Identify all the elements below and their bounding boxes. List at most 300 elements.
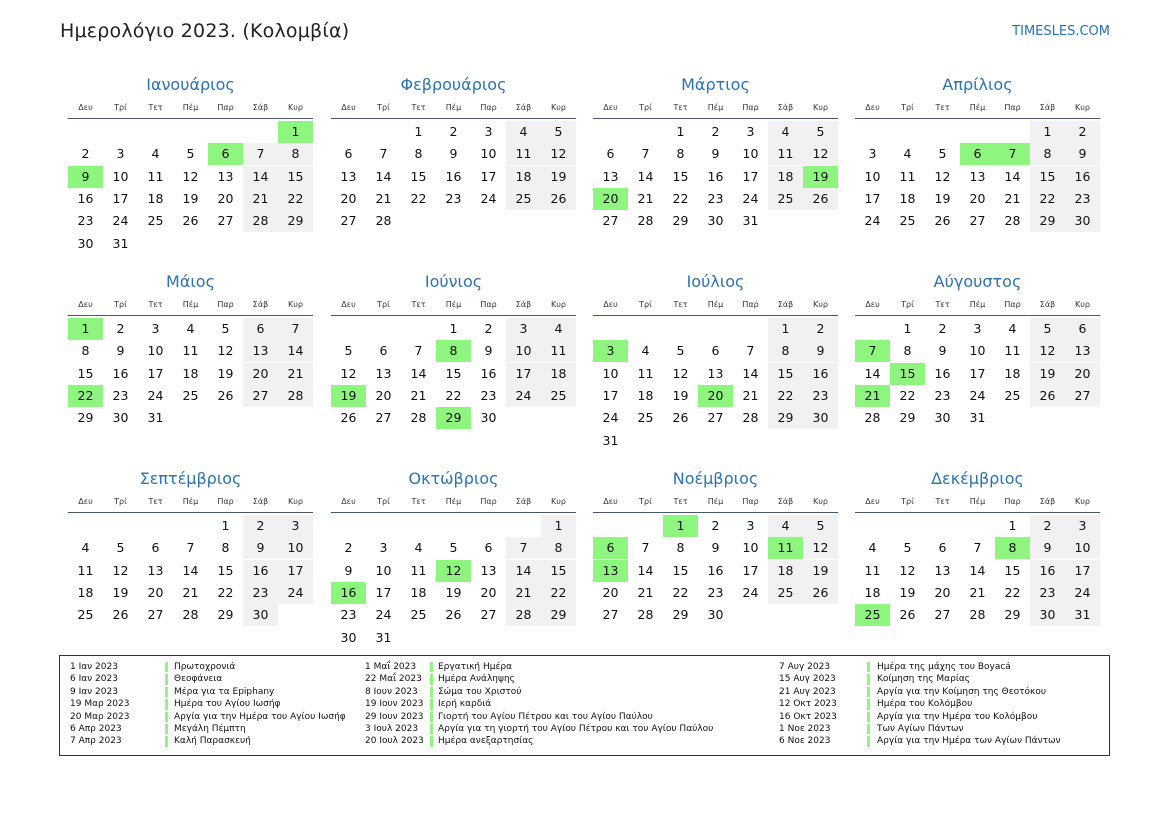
- day-cell: 5: [803, 121, 838, 143]
- weekday-label: Τρί: [377, 103, 390, 112]
- holiday-marker: [867, 674, 870, 684]
- day-cell: 2: [1030, 515, 1065, 537]
- weekday-label: Κυρ: [1075, 497, 1090, 506]
- day-cell: 31: [742, 213, 759, 229]
- holiday-date: 19 Μαρ 2023: [70, 699, 130, 710]
- day-cell: 18: [77, 584, 94, 600]
- holiday-name: Μεγάλη Πέμπτη: [174, 723, 246, 734]
- day-cell: 23: [243, 582, 278, 604]
- day-cell: 18: [637, 387, 654, 403]
- day-cell: 28: [637, 213, 654, 229]
- day-cell: 10: [969, 343, 986, 359]
- holiday-marker: [430, 699, 433, 709]
- day-cell: 25: [410, 607, 427, 623]
- day-cell: 16: [707, 168, 724, 184]
- day-cell: 4: [868, 540, 877, 556]
- holiday-day-cell: 6: [960, 143, 995, 165]
- holiday-day-cell: 12: [436, 560, 471, 582]
- day-cell: 24: [112, 213, 129, 229]
- weekday-label: Σάβ: [515, 103, 532, 112]
- weekday-label: Σάβ: [515, 497, 532, 506]
- day-cell: 9: [711, 540, 720, 556]
- holiday-marker: [867, 662, 870, 672]
- weekday-label: Τρί: [639, 300, 652, 309]
- day-cell: 23: [934, 387, 951, 403]
- day-cell: 1: [1030, 121, 1065, 143]
- day-cell: 4: [768, 121, 803, 143]
- holiday-date: 7 Απρ 2023: [70, 736, 122, 747]
- day-cell: 15: [445, 365, 462, 381]
- day-cell: 11: [637, 365, 654, 381]
- holiday-marker: [165, 712, 168, 722]
- day-cell: 16: [445, 168, 462, 184]
- day-cell: 13: [969, 168, 986, 184]
- day-cell: 3: [379, 540, 388, 556]
- day-cell: 21: [969, 584, 986, 600]
- day-cell: 23: [707, 190, 724, 206]
- day-cell: 11: [410, 562, 427, 578]
- day-cell: 15: [672, 562, 689, 578]
- month-divider: [855, 315, 1100, 316]
- day-cell: 13: [1065, 340, 1100, 362]
- day-cell: 16: [707, 562, 724, 578]
- day-cell: 9: [344, 562, 353, 578]
- day-cell: 20: [375, 387, 392, 403]
- weekday-label: Παρ: [217, 103, 234, 112]
- month-divider: [593, 512, 838, 513]
- day-cell: 10: [506, 340, 541, 362]
- day-cell: 3: [973, 321, 982, 336]
- day-cell: 5: [221, 321, 230, 336]
- day-cell: 14: [637, 562, 654, 578]
- day-cell: 7: [973, 540, 982, 556]
- weekday-label: Δευ: [603, 300, 618, 309]
- day-cell: 17: [375, 584, 392, 600]
- day-cell: 19: [672, 387, 689, 403]
- day-cell: 15: [672, 168, 689, 184]
- weekday-label: Δευ: [865, 103, 880, 112]
- day-cell: 1: [903, 321, 912, 336]
- weekday-label: Παρ: [1004, 300, 1021, 309]
- holiday-marker: [430, 674, 433, 684]
- holiday-day-cell: 8: [436, 340, 471, 362]
- day-cell: 18: [182, 365, 199, 381]
- holiday-marker: [430, 724, 433, 734]
- holiday-marker: [867, 712, 870, 722]
- day-cell: 22: [445, 387, 462, 403]
- day-cell: 28: [410, 410, 427, 426]
- day-cell: 7: [414, 343, 423, 359]
- holiday-day-cell: 13: [593, 560, 628, 582]
- day-cell: 2: [344, 540, 353, 556]
- weekday-label: Παρ: [217, 497, 234, 506]
- holiday-day-cell: 19: [803, 166, 838, 188]
- weekday-label: Τετ: [148, 497, 163, 506]
- day-cell: 22: [768, 385, 803, 407]
- day-cell: 21: [182, 584, 199, 600]
- day-cell: 27: [243, 385, 278, 407]
- weekday-label: Κυρ: [551, 103, 566, 112]
- day-cell: 13: [243, 340, 278, 362]
- holiday-date: 21 Αυγ 2023: [779, 686, 836, 697]
- day-cell: 14: [637, 168, 654, 184]
- month-name: Δεκέμβριος: [931, 469, 1024, 488]
- holiday-name: Γιορτή του Αγίου Πέτρου και του Αγίου Παύλου: [438, 711, 653, 722]
- holiday-name: Ημέρα ανεξαρτησίας: [438, 736, 534, 747]
- day-cell: 27: [707, 410, 724, 426]
- day-cell: 25: [768, 188, 803, 210]
- day-cell: 2: [711, 124, 720, 139]
- holiday-day-cell: 20: [593, 188, 628, 210]
- month-divider: [331, 512, 576, 513]
- holiday-marker: [165, 687, 168, 697]
- day-cell: 26: [112, 607, 129, 623]
- day-cell: 9: [938, 343, 947, 359]
- day-cell: 17: [602, 387, 619, 403]
- day-cell: 10: [742, 540, 759, 556]
- holiday-name: Αργία για την Ημέρα του Αγίου Ιωσήφ: [174, 711, 346, 722]
- day-cell: 4: [186, 321, 195, 336]
- day-cell: 13: [147, 562, 164, 578]
- day-cell: 21: [243, 188, 278, 210]
- holiday-name: Εργατική Ημέρα: [438, 662, 512, 672]
- day-cell: 10: [147, 343, 164, 359]
- day-cell: 1: [221, 518, 230, 533]
- day-cell: 13: [375, 365, 392, 381]
- day-cell: 13: [602, 168, 619, 184]
- day-cell: 2: [81, 146, 90, 162]
- holiday-date: 16 Οκτ 2023: [779, 711, 837, 722]
- day-cell: 3: [746, 124, 755, 139]
- day-cell: 28: [375, 213, 392, 229]
- day-cell: 27: [375, 410, 392, 426]
- day-cell: 21: [1004, 190, 1021, 206]
- weekday-label: Κυρ: [813, 497, 828, 506]
- day-cell: 4: [903, 146, 912, 162]
- day-cell: 15: [1004, 562, 1021, 578]
- day-cell: 11: [182, 343, 199, 359]
- day-cell: 2: [484, 321, 493, 336]
- weekday-label: Σάβ: [777, 497, 794, 506]
- weekday-label: Τετ: [673, 300, 688, 309]
- day-cell: 14: [243, 166, 278, 188]
- day-cell: 17: [506, 363, 541, 385]
- day-cell: 9: [484, 343, 493, 359]
- weekday-label: Πέμ: [182, 497, 199, 506]
- holiday-day-cell: 1: [278, 121, 313, 143]
- weekday-label: Τρί: [377, 300, 390, 309]
- day-cell: 29: [899, 410, 916, 426]
- day-cell: 5: [803, 515, 838, 537]
- day-cell: 28: [637, 607, 654, 623]
- day-cell: 21: [637, 584, 654, 600]
- day-cell: 3: [506, 318, 541, 340]
- holiday-name: Ιερή καρδιά: [438, 699, 492, 710]
- holiday-marker: [165, 736, 168, 746]
- day-cell: 11: [77, 562, 94, 578]
- day-cell: 10: [1065, 537, 1100, 559]
- day-cell: 19: [445, 584, 462, 600]
- weekday-label: Σάβ: [252, 103, 269, 112]
- day-cell: 18: [541, 363, 576, 385]
- day-cell: 19: [803, 560, 838, 582]
- day-cell: 25: [541, 385, 576, 407]
- day-cell: 18: [1004, 365, 1021, 381]
- day-cell: 9: [1030, 537, 1065, 559]
- day-cell: 9: [803, 340, 838, 362]
- holiday-marker: [430, 687, 433, 697]
- holiday-day-cell: 6: [208, 143, 243, 165]
- day-cell: 14: [1004, 168, 1021, 184]
- holiday-date: 1 Ιαν 2023: [70, 662, 118, 672]
- weekday-label: Παρ: [480, 497, 497, 506]
- weekday-label: Πέμ: [707, 300, 724, 309]
- holiday-date: 6 Απρ 2023: [70, 723, 122, 734]
- day-cell: 28: [278, 385, 313, 407]
- weekday-label: Τετ: [148, 103, 163, 112]
- day-cell: 24: [742, 584, 759, 600]
- holiday-day-cell: 6: [593, 537, 628, 559]
- day-cell: 1: [1008, 518, 1017, 533]
- day-cell: 29: [1030, 210, 1065, 232]
- day-cell: 10: [278, 537, 313, 559]
- holiday-day-cell: 8: [995, 537, 1030, 559]
- weekday-label: Δευ: [78, 300, 93, 309]
- day-cell: 23: [803, 385, 838, 407]
- holiday-date: 20 Μαρ 2023: [70, 711, 130, 722]
- holiday-date: 6 Ιαν 2023: [70, 674, 118, 685]
- day-cell: 2: [803, 318, 838, 340]
- weekday-label: Σάβ: [252, 300, 269, 309]
- day-cell: 2: [116, 321, 125, 336]
- day-cell: 30: [1030, 604, 1065, 626]
- holiday-day-cell: 15: [890, 363, 925, 385]
- holiday-day-cell: 25: [855, 604, 890, 626]
- weekday-label: Σάβ: [1039, 103, 1056, 112]
- day-cell: 19: [934, 190, 951, 206]
- day-cell: 12: [803, 143, 838, 165]
- month-name: Φεβρουάριος: [400, 75, 507, 94]
- weekday-label: Δευ: [341, 300, 356, 309]
- month-divider: [331, 118, 576, 119]
- month-name: Ιούλιος: [686, 272, 745, 291]
- day-cell: 28: [1004, 213, 1021, 229]
- holiday-date: 29 Ιουν 2023: [365, 711, 424, 722]
- weekday-label: Κυρ: [1075, 103, 1090, 112]
- weekday-label: Τετ: [411, 497, 426, 506]
- day-cell: 7: [746, 343, 755, 359]
- month-divider: [331, 315, 576, 316]
- holiday-marker: [430, 736, 433, 746]
- day-cell: 22: [541, 582, 576, 604]
- weekday-label: Σάβ: [515, 300, 532, 309]
- day-cell: 22: [217, 584, 234, 600]
- day-cell: 21: [637, 190, 654, 206]
- day-cell: 23: [480, 387, 497, 403]
- day-cell: 25: [637, 410, 654, 426]
- weekday-label: Τετ: [411, 300, 426, 309]
- holiday-day-cell: 11: [768, 537, 803, 559]
- day-cell: 5: [186, 146, 195, 162]
- day-cell: 12: [182, 168, 199, 184]
- weekday-label: Τετ: [935, 103, 950, 112]
- day-cell: 11: [506, 143, 541, 165]
- holiday-marker: [165, 674, 168, 684]
- day-cell: 15: [278, 166, 313, 188]
- day-cell: 21: [742, 387, 759, 403]
- day-cell: 24: [864, 213, 881, 229]
- day-cell: 16: [1065, 166, 1100, 188]
- day-cell: 12: [672, 365, 689, 381]
- day-cell: 20: [217, 190, 234, 206]
- day-cell: 29: [217, 607, 234, 623]
- day-cell: 8: [278, 143, 313, 165]
- holiday-date: 1 Νοε 2023: [779, 723, 831, 734]
- day-cell: 2: [938, 321, 947, 336]
- day-cell: 20: [147, 584, 164, 600]
- holiday-day-cell: 3: [593, 340, 628, 362]
- holiday-date: 8 Ιουν 2023: [365, 686, 418, 697]
- day-cell: 25: [768, 582, 803, 604]
- holiday-name: Μέρα για τα Epiphany: [174, 686, 275, 697]
- day-cell: 27: [602, 607, 619, 623]
- day-cell: 3: [116, 146, 125, 162]
- holiday-legend: [59, 655, 1110, 756]
- day-cell: 24: [375, 607, 392, 623]
- day-cell: 11: [768, 143, 803, 165]
- day-cell: 9: [243, 537, 278, 559]
- day-cell: 29: [672, 213, 689, 229]
- weekday-label: Δευ: [78, 497, 93, 506]
- day-cell: 31: [112, 235, 129, 251]
- holiday-marker: [165, 724, 168, 734]
- day-cell: 30: [1065, 210, 1100, 232]
- weekday-label: Πέμ: [969, 103, 986, 112]
- day-cell: 2: [1065, 121, 1100, 143]
- day-cell: 31: [375, 629, 392, 645]
- day-cell: 13: [934, 562, 951, 578]
- day-cell: 26: [899, 607, 916, 623]
- day-cell: 16: [1030, 560, 1065, 582]
- day-cell: 10: [375, 562, 392, 578]
- weekday-label: Κυρ: [288, 300, 303, 309]
- day-cell: 8: [221, 540, 230, 556]
- day-cell: 25: [1004, 387, 1021, 403]
- weekday-label: Κυρ: [288, 103, 303, 112]
- day-cell: 14: [742, 365, 759, 381]
- day-cell: 6: [151, 540, 160, 556]
- day-cell: 20: [340, 190, 357, 206]
- day-cell: 11: [864, 562, 881, 578]
- weekday-label: Κυρ: [551, 497, 566, 506]
- weekday-label: Τετ: [673, 103, 688, 112]
- day-cell: 31: [969, 410, 986, 426]
- day-cell: 18: [147, 190, 164, 206]
- weekday-label: Κυρ: [551, 300, 566, 309]
- day-cell: 1: [449, 321, 458, 336]
- day-cell: 31: [602, 432, 619, 448]
- day-cell: 5: [541, 121, 576, 143]
- day-cell: 12: [541, 143, 576, 165]
- day-cell: 16: [243, 560, 278, 582]
- day-cell: 9: [1065, 143, 1100, 165]
- day-cell: 16: [480, 365, 497, 381]
- holiday-day-cell: 1: [68, 318, 103, 340]
- month-name: Μάιος: [166, 272, 215, 291]
- month-divider: [593, 315, 838, 316]
- day-cell: 17: [1065, 560, 1100, 582]
- day-cell: 19: [217, 365, 234, 381]
- day-cell: 7: [506, 537, 541, 559]
- day-cell: 9: [116, 343, 125, 359]
- weekday-label: Παρ: [1004, 497, 1021, 506]
- day-cell: 22: [278, 188, 313, 210]
- day-cell: 3: [278, 515, 313, 537]
- day-cell: 6: [606, 146, 615, 162]
- day-cell: 2: [449, 124, 458, 139]
- day-cell: 5: [903, 540, 912, 556]
- day-cell: 19: [112, 584, 129, 600]
- day-cell: 5: [449, 540, 458, 556]
- day-cell: 16: [112, 365, 129, 381]
- day-cell: 29: [1004, 607, 1021, 623]
- day-cell: 18: [768, 560, 803, 582]
- holiday-name: Θεοφάνεια: [174, 674, 223, 685]
- day-cell: 29: [77, 410, 94, 426]
- day-cell: 7: [379, 146, 388, 162]
- holiday-name: Πρωτοχρονιά: [174, 662, 236, 672]
- day-cell: 10: [742, 146, 759, 162]
- day-cell: 26: [1030, 385, 1065, 407]
- weekday-label: Παρ: [742, 103, 759, 112]
- site-link[interactable]: TIMESLES.COM: [1012, 24, 1110, 39]
- holiday-day-cell: 20: [698, 385, 733, 407]
- holiday-marker: [430, 712, 433, 722]
- day-cell: 21: [410, 387, 427, 403]
- weekday-label: Τρί: [639, 497, 652, 506]
- weekday-label: Τρί: [114, 497, 127, 506]
- holiday-name: Ημέρα της μάχης του Boyacá: [877, 662, 1011, 672]
- day-cell: 13: [480, 562, 497, 578]
- day-cell: 22: [899, 387, 916, 403]
- day-cell: 27: [1065, 385, 1100, 407]
- day-cell: 5: [1030, 318, 1065, 340]
- day-cell: 17: [864, 190, 881, 206]
- month-name: Αύγουστος: [933, 272, 1022, 291]
- weekday-label: Δευ: [865, 497, 880, 506]
- holiday-name: Αργία για την Κοίμηση της Θεοτόκου: [877, 686, 1047, 697]
- day-cell: 26: [934, 213, 951, 229]
- holiday-marker: [165, 662, 168, 672]
- day-cell: 7: [278, 318, 313, 340]
- day-cell: 4: [151, 146, 160, 162]
- day-cell: 25: [899, 213, 916, 229]
- weekday-label: Πέμ: [969, 300, 986, 309]
- holiday-name: Καλή Παρασκευή: [174, 736, 251, 747]
- day-cell: 2: [243, 515, 278, 537]
- day-cell: 27: [340, 213, 357, 229]
- day-cell: 9: [449, 146, 458, 162]
- holiday-date: 1 Μαΐ 2023: [365, 662, 417, 672]
- day-cell: 4: [1008, 321, 1017, 336]
- day-cell: 4: [81, 540, 90, 556]
- day-cell: 7: [641, 540, 650, 556]
- day-cell: 11: [1004, 343, 1021, 359]
- holiday-day-cell: 16: [331, 582, 366, 604]
- day-cell: 26: [672, 410, 689, 426]
- day-cell: 31: [147, 410, 164, 426]
- day-cell: 22: [1030, 188, 1065, 210]
